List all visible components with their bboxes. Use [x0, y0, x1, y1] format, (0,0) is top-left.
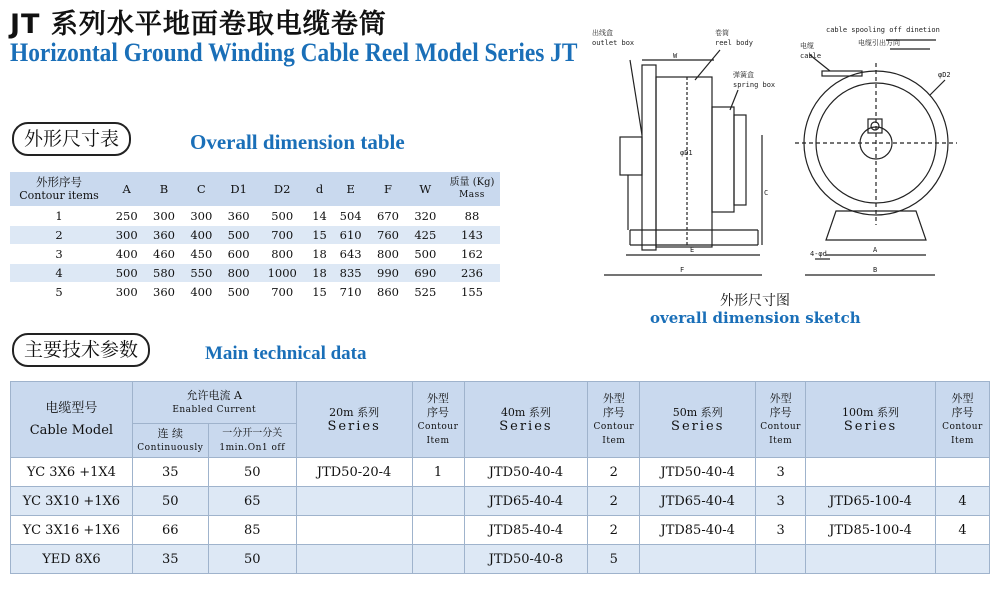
table-row — [11, 487, 990, 516]
table-cell: 400 — [183, 283, 220, 302]
table-cell: 5 — [588, 545, 640, 574]
table-cell: 670 — [369, 207, 406, 226]
table-cell: 860 — [369, 283, 406, 302]
page-title-cn: JT 系列水平地面卷取电缆卷筒 — [10, 9, 387, 40]
dimension-table — [10, 172, 500, 301]
table-row — [10, 226, 500, 245]
table-cell: 500 — [108, 264, 145, 283]
sketch-label-reel-cn: 卷筒 — [715, 29, 729, 37]
table-cell: 35 — [132, 458, 208, 487]
table-cell: 525 — [407, 283, 444, 302]
header-cable-model: 电缆型号 Cable Model — [11, 382, 133, 458]
table-row — [11, 545, 990, 574]
sketch-label-outlet-en: outlet box — [592, 39, 635, 47]
header-continuous: 连 续 Continuously — [132, 424, 208, 458]
sketch-caption-cn: 外形尺寸图 — [720, 293, 790, 309]
table-cell — [935, 545, 989, 574]
table-cell: 800 — [369, 245, 406, 264]
table-row — [10, 245, 500, 264]
table-cell: 250 — [108, 207, 145, 226]
table-cell: 320 — [407, 207, 444, 226]
table-cell: 760 — [369, 226, 406, 245]
table-cell: 4 — [935, 516, 989, 545]
table-cell: 800 — [220, 264, 257, 283]
table-cell: 35 — [132, 545, 208, 574]
header-series-100: 100m 系列 Series — [806, 382, 936, 458]
sketch-label-cable-en: cable — [800, 52, 822, 60]
table-cell: 2 — [588, 516, 640, 545]
table-cell: 450 — [183, 245, 220, 264]
table-cell: 500 — [257, 207, 307, 226]
table-cell — [806, 458, 936, 487]
header-col: F — [383, 181, 392, 196]
table-cell: 600 — [220, 245, 257, 264]
table-cell: 425 — [407, 226, 444, 245]
table-cell: 85 — [208, 516, 296, 545]
table-cell: 50 — [208, 458, 296, 487]
table-cell: 300 — [183, 207, 220, 226]
table-cell: 236 — [444, 264, 500, 283]
table-cell: 460 — [145, 245, 182, 264]
table-cell: JTD50-40-8 — [464, 545, 588, 574]
technical-section-title: Main technical data — [205, 343, 367, 364]
table-cell: 400 — [108, 245, 145, 264]
table-cell: 15 — [307, 226, 332, 245]
table-cell: 300 — [145, 207, 182, 226]
technical-table — [10, 381, 990, 574]
table-cell: 360 — [220, 207, 257, 226]
table-cell: 18 — [307, 264, 332, 283]
table-cell: JTD65-100-4 — [806, 487, 936, 516]
table-cell: 65 — [208, 487, 296, 516]
table-cell — [296, 487, 412, 516]
table-cell: 580 — [145, 264, 182, 283]
table-cell — [296, 516, 412, 545]
sketch-label-a: A — [873, 246, 878, 254]
header-col: d — [315, 181, 324, 196]
header-col: A — [122, 181, 131, 196]
table-cell: JTD85-40-4 — [640, 516, 756, 545]
table-cell: JTD85-100-4 — [806, 516, 936, 545]
header-col: E — [346, 181, 355, 196]
table-cell: 50 — [132, 487, 208, 516]
dimension-table-header — [10, 172, 500, 207]
table-cell: 2 — [588, 487, 640, 516]
sketch-label-e: E — [690, 246, 695, 254]
table-row — [10, 207, 500, 226]
table-row — [10, 283, 500, 302]
header-col: D1 — [230, 181, 247, 196]
table-cell: 300 — [108, 283, 145, 302]
table-cell: 300 — [108, 226, 145, 245]
table-cell — [640, 545, 756, 574]
table-row — [10, 264, 500, 283]
table-cell: 800 — [257, 245, 307, 264]
sketch-label-d1: φD1 — [680, 149, 693, 157]
table-cell: YC 3X10 +1X6 — [11, 487, 133, 516]
table-cell: 4 — [10, 264, 108, 283]
table-cell: JTD85-40-4 — [464, 516, 588, 545]
header-mass: 质量 (Kg) Mass — [449, 177, 495, 200]
sketch-label-spool-cn: 电缆引出方向 — [858, 39, 900, 47]
table-cell — [806, 545, 936, 574]
table-cell: 15 — [307, 283, 332, 302]
table-row — [11, 516, 990, 545]
table-cell: 500 — [220, 226, 257, 245]
table-cell: 2 — [588, 458, 640, 487]
header-series-50: 50m 系列 Series — [640, 382, 756, 458]
sketch-label-b: B — [873, 266, 878, 274]
header-col: W — [419, 181, 432, 196]
technical-section-label: 主要技术参数 — [12, 333, 150, 367]
table-cell: 710 — [332, 283, 369, 302]
table-cell: 360 — [145, 226, 182, 245]
table-cell: JTD65-40-4 — [464, 487, 588, 516]
header-contour: 外形序号 Contour items — [19, 175, 99, 202]
table-cell: 1 — [10, 207, 108, 226]
table-cell: YC 3X6 +1X4 — [11, 458, 133, 487]
table-cell: 690 — [407, 264, 444, 283]
table-cell: YC 3X16 +1X6 — [11, 516, 133, 545]
sketch-label-d2: φD2 — [938, 71, 951, 79]
table-cell — [412, 516, 464, 545]
dimension-section-label: 外形尺寸表 — [12, 122, 131, 156]
table-cell — [756, 545, 806, 574]
table-cell: 990 — [369, 264, 406, 283]
table-cell: 3 — [756, 516, 806, 545]
table-cell: 14 — [307, 207, 332, 226]
table-cell: 700 — [257, 283, 307, 302]
header-on-off: 一分开一分关 1min.On1 off — [208, 424, 296, 458]
table-cell: 66 — [132, 516, 208, 545]
table-cell — [935, 458, 989, 487]
table-row — [11, 458, 990, 487]
table-cell: 643 — [332, 245, 369, 264]
header-series-20: 20m 系列 Series — [296, 382, 412, 458]
header-contour-item: 外型 序号 Contour Item — [588, 382, 640, 458]
table-cell: 3 — [756, 458, 806, 487]
sketch-label-holes: 4-φd — [810, 250, 827, 258]
page-title-en: Horizontal Ground Winding Cable Reel Model Series JT — [10, 38, 578, 67]
table-cell: 500 — [407, 245, 444, 264]
table-cell: 700 — [257, 226, 307, 245]
sketch-label-outlet-cn: 出线盒 — [592, 29, 613, 37]
sketch-label-spring-cn: 弹簧盒 — [733, 71, 754, 79]
table-cell: 400 — [183, 226, 220, 245]
table-cell — [296, 545, 412, 574]
table-cell — [412, 487, 464, 516]
table-cell: 162 — [444, 245, 500, 264]
sketch-label-spool-en: cable spooling off dinetion — [826, 26, 940, 34]
table-cell: 610 — [332, 226, 369, 245]
sketch-label-f: F — [680, 266, 685, 274]
header-contour-item: 外型 序号 Contour Item — [935, 382, 989, 458]
sketch-label-w: W — [673, 52, 678, 60]
header-col: B — [159, 181, 169, 196]
sketch-label-spring-en: spring box — [733, 81, 776, 89]
table-cell: 143 — [444, 226, 500, 245]
header-col: D2 — [273, 181, 291, 196]
sketch-caption-en: overall dimension sketch — [650, 309, 861, 327]
table-cell: 155 — [444, 283, 500, 302]
table-cell: JTD65-40-4 — [640, 487, 756, 516]
table-cell: 2 — [10, 226, 108, 245]
table-cell: 1000 — [257, 264, 307, 283]
table-cell: 550 — [183, 264, 220, 283]
table-cell: 4 — [935, 487, 989, 516]
table-cell: 50 — [208, 545, 296, 574]
dimension-section-title: Overall dimension table — [190, 130, 405, 154]
table-cell: JTD50-20-4 — [296, 458, 412, 487]
sketch-label-cable-cn: 电缆 — [800, 42, 814, 50]
table-cell: 3 — [10, 245, 108, 264]
table-cell: 500 — [220, 283, 257, 302]
table-cell: 504 — [332, 207, 369, 226]
header-contour-item: 外型 序号 Contour Item — [756, 382, 806, 458]
header-contour-item: 外型 序号 Contour Item — [412, 382, 464, 458]
table-cell: 88 — [444, 207, 500, 226]
table-cell: YED 8X6 — [11, 545, 133, 574]
table-cell: 3 — [756, 487, 806, 516]
sketch-label-reel-en: reel body — [715, 39, 753, 47]
table-cell: 835 — [332, 264, 369, 283]
table-cell: JTD50-40-4 — [464, 458, 588, 487]
table-cell: 360 — [145, 283, 182, 302]
table-cell — [412, 545, 464, 574]
table-cell: 1 — [412, 458, 464, 487]
header-series-40: 40m 系列 Series — [464, 382, 588, 458]
sketch-label-c: C — [764, 189, 769, 197]
header-col: C — [196, 181, 206, 196]
table-cell: 5 — [10, 283, 108, 302]
header-current: 允许电流 A Enabled Current — [132, 382, 296, 424]
table-cell: JTD50-40-4 — [640, 458, 756, 487]
table-cell: 18 — [307, 245, 332, 264]
dimension-sketch — [590, 15, 995, 295]
